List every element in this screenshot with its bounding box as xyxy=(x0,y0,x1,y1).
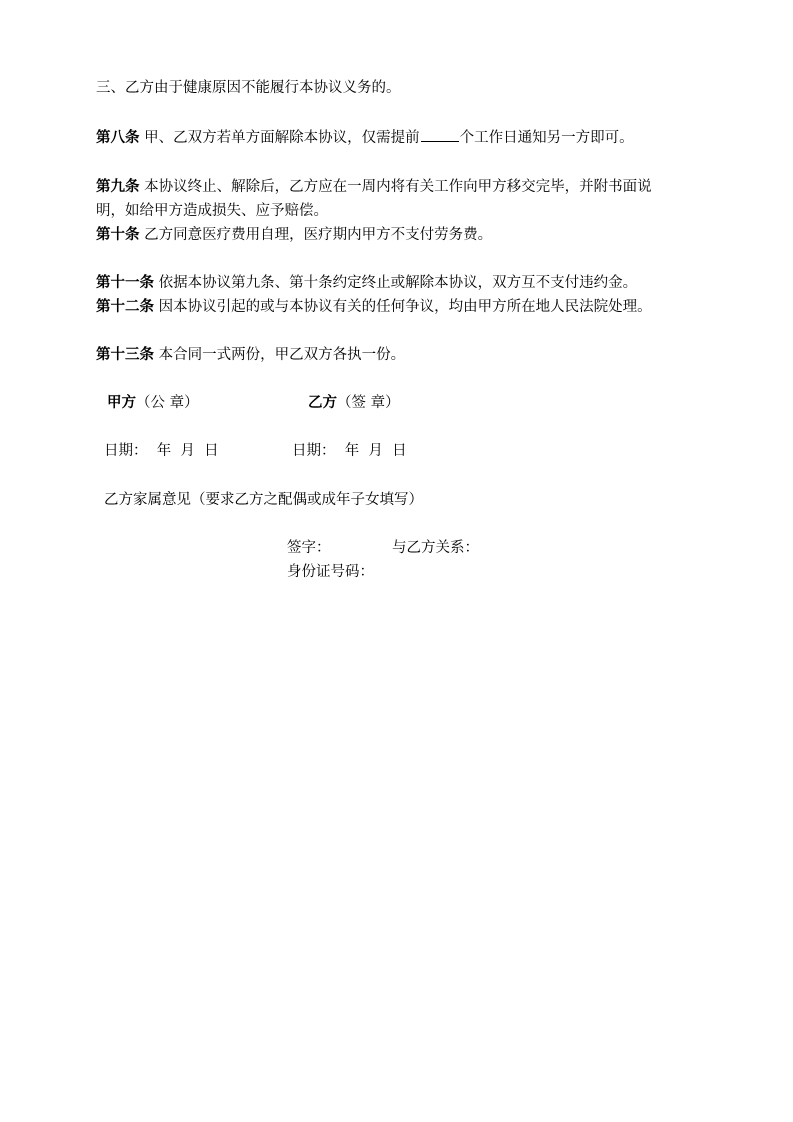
date-b: 日期： 年 月 日 xyxy=(292,443,407,459)
article-11-label: 第十一条 xyxy=(96,274,154,291)
article-12-text: 因本协议引起的或与本协议有关的任何争议，均由甲方所在地人民法院处理。 xyxy=(158,299,652,315)
clause-3-text: 三、乙方由于健康原因不能履行本协议义务的。 xyxy=(96,80,401,96)
article-8-text-after: 个工作日通知另一方即可。 xyxy=(459,130,634,146)
article-13-text: 本合同一式两份，甲乙双方各执一份。 xyxy=(158,347,406,363)
article-9-text: 本协议终止、解除后，乙方应在一周内将有关工作向甲方移交完毕，并附书面说 xyxy=(144,179,652,195)
article-10 xyxy=(96,224,492,246)
family-id-label: 身份证号码： xyxy=(287,564,374,580)
article-13-label: 第十三条 xyxy=(96,346,154,363)
date-a: 日期： 年 月 日 xyxy=(104,443,219,459)
article-8-text-before: 甲、乙双方若单方面解除本协议，仅需提前 xyxy=(144,130,420,146)
article-9 xyxy=(96,176,652,198)
article-10-label: 第十条 xyxy=(96,226,140,243)
party-b-note: （签 章） xyxy=(337,395,400,411)
clause-3 xyxy=(96,77,401,99)
family-relation-label: 与乙方关系： xyxy=(392,540,479,556)
article-9-label: 第九条 xyxy=(96,178,140,195)
family-sign-label: 签字： xyxy=(287,540,331,556)
party-b-label: 乙方 xyxy=(308,394,337,411)
article-11-text: 依据本协议第九条、第十条约定终止或解除本协议，双方互不支付违约金。 xyxy=(158,275,638,291)
article-8-label: 第八条 xyxy=(96,129,140,146)
notice-days-blank xyxy=(421,127,459,142)
article-9-cont xyxy=(96,200,328,222)
article-11 xyxy=(96,272,637,294)
article-13 xyxy=(96,344,405,366)
article-8 xyxy=(96,127,634,149)
party-a-seal xyxy=(107,392,199,414)
article-10-text: 乙方同意医疗费用自理，医疗期内甲方不支付劳务费。 xyxy=(144,227,493,243)
family-opinion-title: 乙方家属意见（要求乙方之配偶或成年子女填写） xyxy=(104,492,423,508)
party-b-seal xyxy=(308,392,400,414)
party-a-note: （公 章） xyxy=(136,395,199,411)
article-12-label: 第十二条 xyxy=(96,298,154,315)
party-a-label: 甲方 xyxy=(107,394,136,411)
article-9-text-cont: 明，如给甲方造成损失、应予赔偿。 xyxy=(96,203,328,219)
article-12 xyxy=(96,296,652,318)
